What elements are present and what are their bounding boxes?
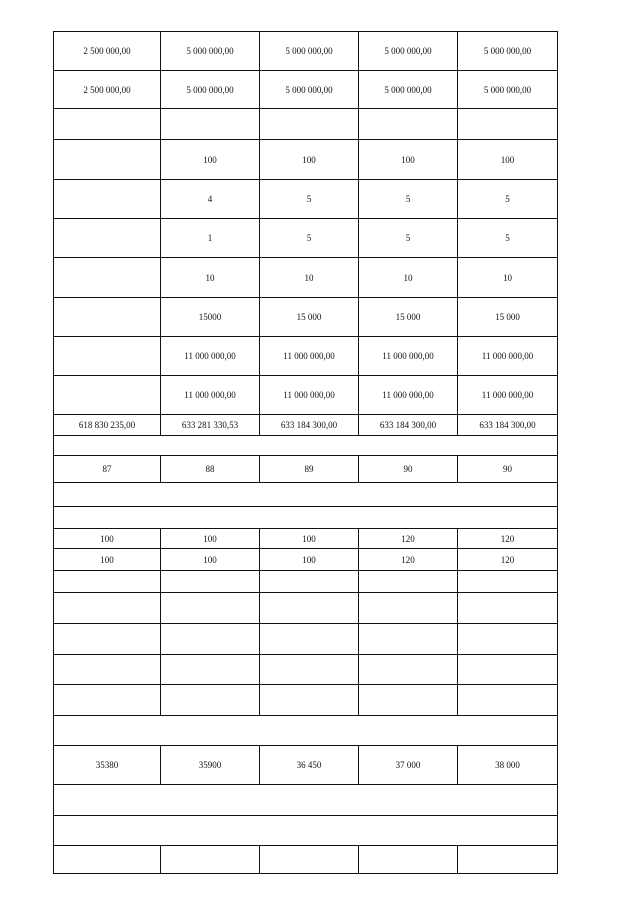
- table-cell: [161, 624, 260, 655]
- table-cell: [54, 180, 161, 219]
- table-merged-cell: [54, 816, 558, 846]
- table-row: [54, 529, 558, 549]
- table-cell: 2 500 000,00: [54, 32, 161, 71]
- table-cell: 100: [54, 549, 161, 571]
- table-row: [54, 549, 558, 571]
- table-merged-cell: [54, 785, 558, 816]
- table-cell: 15 000: [359, 298, 458, 337]
- table-cell: 5: [359, 180, 458, 219]
- table-cell: [359, 846, 458, 874]
- table-cell: 87: [54, 456, 161, 483]
- table-cell: 5 000 000,00: [359, 71, 458, 109]
- table-row: [54, 258, 558, 298]
- table-row: [54, 71, 558, 109]
- table-cell: 5 000 000,00: [458, 32, 558, 71]
- table-cell: [458, 109, 558, 140]
- table-merged-cell: [54, 507, 558, 529]
- table-cell: [260, 846, 359, 874]
- table-cell: [359, 109, 458, 140]
- table-cell: 120: [359, 529, 458, 549]
- table-cell: 90: [458, 456, 558, 483]
- table-cell: [458, 571, 558, 593]
- table-row: [54, 746, 558, 785]
- table-cell: 633 184 300,00: [359, 415, 458, 436]
- table-cell: [161, 846, 260, 874]
- table-cell: [54, 298, 161, 337]
- table-cell: [54, 846, 161, 874]
- table-row: [54, 109, 558, 140]
- table-cell: 633 184 300,00: [458, 415, 558, 436]
- table-body: [54, 32, 558, 874]
- table-cell: 5 000 000,00: [161, 71, 260, 109]
- table-cell: 100: [260, 529, 359, 549]
- table-cell: [161, 655, 260, 685]
- table-cell: 90: [359, 456, 458, 483]
- table-row: [54, 593, 558, 624]
- table-cell: 10: [458, 258, 558, 298]
- table-merged-cell: [54, 716, 558, 746]
- table-cell: [161, 593, 260, 624]
- table-row: [54, 716, 558, 746]
- table-row: [54, 376, 558, 415]
- table-cell: 120: [359, 549, 458, 571]
- table-cell: [161, 571, 260, 593]
- table-cell: 5: [458, 219, 558, 258]
- table-cell: [54, 140, 161, 180]
- table-row: [54, 785, 558, 816]
- table-cell: 11 000 000,00: [161, 376, 260, 415]
- table-cell: 37 000: [359, 746, 458, 785]
- table-cell: [54, 258, 161, 298]
- table-cell: 5: [458, 180, 558, 219]
- table-merged-cell: [54, 483, 558, 507]
- table-cell: 5: [359, 219, 458, 258]
- table-cell: 88: [161, 456, 260, 483]
- table-cell: 5 000 000,00: [359, 32, 458, 71]
- table-row: [54, 507, 558, 529]
- table-cell: 100: [54, 529, 161, 549]
- table-cell: [54, 593, 161, 624]
- table-cell: 1: [161, 219, 260, 258]
- table-cell: [260, 109, 359, 140]
- table-cell: 89: [260, 456, 359, 483]
- table-cell: [260, 624, 359, 655]
- table-row: [54, 298, 558, 337]
- table-row: [54, 32, 558, 71]
- table-cell: [54, 109, 161, 140]
- table-cell: 100: [161, 529, 260, 549]
- table-row: [54, 415, 558, 436]
- table-cell: [54, 624, 161, 655]
- table-cell: 35900: [161, 746, 260, 785]
- table-cell: [260, 655, 359, 685]
- table-cell: 10: [359, 258, 458, 298]
- table-cell: 120: [458, 529, 558, 549]
- table-cell: [161, 109, 260, 140]
- table-cell: 5: [260, 180, 359, 219]
- table-cell: 11 000 000,00: [260, 376, 359, 415]
- table-cell: 2 500 000,00: [54, 71, 161, 109]
- table-cell: [359, 593, 458, 624]
- table-row: [54, 456, 558, 483]
- table-cell: 633 281 330,53: [161, 415, 260, 436]
- table-cell: 38 000: [458, 746, 558, 785]
- table-cell: 618 830 235,00: [54, 415, 161, 436]
- table-cell: 11 000 000,00: [458, 337, 558, 376]
- table-cell: [54, 571, 161, 593]
- table-cell: 100: [260, 549, 359, 571]
- table-cell: 36 450: [260, 746, 359, 785]
- table-cell: 5 000 000,00: [260, 71, 359, 109]
- table-cell: 100: [359, 140, 458, 180]
- table-cell: 5 000 000,00: [260, 32, 359, 71]
- table-row: [54, 140, 558, 180]
- table-cell: [54, 219, 161, 258]
- table-cell: 5: [260, 219, 359, 258]
- table-cell: [260, 593, 359, 624]
- table-cell: [161, 685, 260, 716]
- table-row: [54, 846, 558, 874]
- table-cell: [54, 655, 161, 685]
- table-row: [54, 685, 558, 716]
- table-cell: 11 000 000,00: [260, 337, 359, 376]
- table-cell: 15000: [161, 298, 260, 337]
- table-cell: [458, 655, 558, 685]
- table-cell: 10: [161, 258, 260, 298]
- table-row: [54, 571, 558, 593]
- table-row: [54, 219, 558, 258]
- table-cell: [458, 593, 558, 624]
- table-cell: 15 000: [260, 298, 359, 337]
- table-cell: 11 000 000,00: [161, 337, 260, 376]
- table-merged-cell: [54, 436, 558, 456]
- table-cell: 35380: [54, 746, 161, 785]
- table-cell: [359, 685, 458, 716]
- table-cell: 10: [260, 258, 359, 298]
- table-cell: 100: [161, 140, 260, 180]
- table-cell: 100: [458, 140, 558, 180]
- table-cell: 100: [260, 140, 359, 180]
- table-cell: [54, 376, 161, 415]
- table-row: [54, 180, 558, 219]
- table-cell: [458, 846, 558, 874]
- table-cell: 5 000 000,00: [161, 32, 260, 71]
- table-cell: 100: [161, 549, 260, 571]
- table-cell: [54, 337, 161, 376]
- table-cell: [458, 685, 558, 716]
- table-cell: 120: [458, 549, 558, 571]
- table-row: [54, 816, 558, 846]
- table-cell: 11 000 000,00: [359, 376, 458, 415]
- table-cell: [260, 685, 359, 716]
- data-table: [53, 31, 558, 874]
- table-row: [54, 655, 558, 685]
- table-cell: 4: [161, 180, 260, 219]
- table-row: [54, 624, 558, 655]
- table-cell: 633 184 300,00: [260, 415, 359, 436]
- table-cell: 11 000 000,00: [458, 376, 558, 415]
- table-cell: [359, 571, 458, 593]
- table-row: [54, 337, 558, 376]
- table-cell: 5 000 000,00: [458, 71, 558, 109]
- table-row: [54, 436, 558, 456]
- table-row: [54, 483, 558, 507]
- table-cell: [54, 685, 161, 716]
- table-cell: 11 000 000,00: [359, 337, 458, 376]
- table-cell: [260, 571, 359, 593]
- table-cell: 15 000: [458, 298, 558, 337]
- table-cell: [359, 624, 458, 655]
- table-cell: [458, 624, 558, 655]
- table-cell: [359, 655, 458, 685]
